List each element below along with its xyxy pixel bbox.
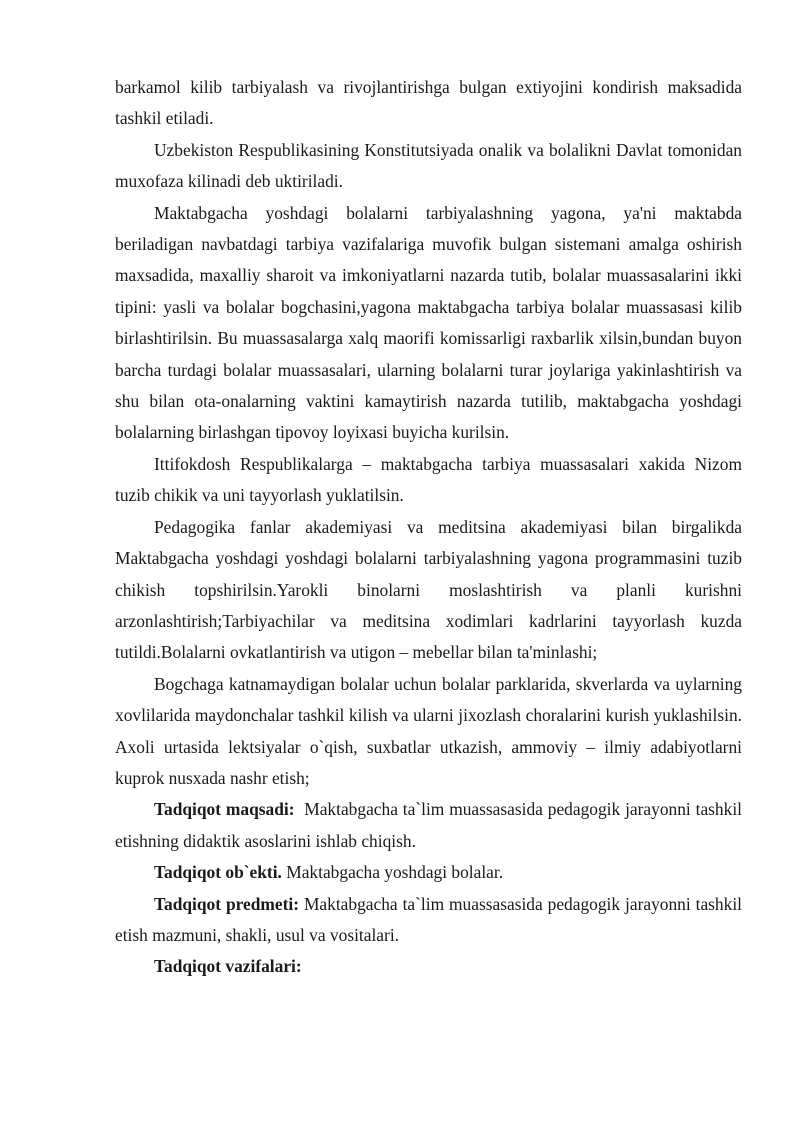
paragraph: Bogchaga katnamaydigan bolalar uchun bolalar parklarida, skverlarda va uylarning xovlilarida maydonchalar tashkil kilish va ularni jixozlash choralarini kurish yuklashilsin. Axoli urtasida lektsiyalar o`qish, suxbatlar utkazish, ammoviy – ilmiy adabiyotlarni kuprok nusxada nashr etish; bbox=[115, 673, 742, 788]
document-page bbox=[115, 72, 747, 983]
paragraph: Ittifokdosh Respublikalarga – maktabgacha tarbiya muassasalari xakida Nizom tuzib chikik va uni tayyorlash yuklatilsin. bbox=[115, 453, 742, 506]
research-goal-label: Tadqiqot maqsadi: bbox=[154, 799, 295, 820]
research-goal-text: Maktabgacha ta`lim muassasasida pedagogik jarayonni tashkil etishning didaktik asoslarini ishlab chiqish. bbox=[115, 799, 747, 851]
paragraph: Pedagogika fanlar akademiyasi va meditsina akademiyasi bilan birgalikda Maktabgacha yoshdagi yoshdagi bolalarni tarbiyalashning yagona programmasini tuzib chikish topshirilsin.Yarokli binolarni moslashtirish va planli kurishni arzonlashtirish;Tarbiyachilar va meditsina xodimlari kadrlarini tayyorlash kuzda tutildi.Bolalarni ovkatlantirish va utigon – mebellar bilan ta'minlashi; bbox=[115, 516, 742, 663]
research-subject-label: Tadqiqot predmeti: bbox=[154, 893, 300, 914]
research-object-text: Maktabgacha yoshdagi bolalar. bbox=[281, 862, 504, 883]
paragraph: Uzbekiston Respublikasining Konstitutsiyada onalik va bolalikni Davlat tomonidan muxofaza kilinadi deb uktiriladi. bbox=[115, 139, 742, 192]
paragraph: barkamol kilib tarbiyalash va rivojlantirishga bulgan extiyojini kondirish maksadida tashkil etiladi. bbox=[115, 77, 742, 129]
research-tasks-label: Tadqiqot vazifalari: bbox=[154, 956, 302, 977]
research-subject-text: Maktabgacha ta`lim muassasasida pedagogik jarayonni tashkil etish mazmuni, shakli, usul va vositalari. bbox=[115, 893, 747, 945]
research-object-paragraph bbox=[115, 857, 742, 888]
paragraph: Maktabgacha yoshdagi bolalarni tarbiyalashning yagona, ya'ni maktabda beriladigan navbatdagi tarbiya vazifalariga muvofik bulgan sistemani amalga oshirish maxsadida, maxalliy sharoit va imkoniyatlarni nazarda tutib, bolalar muassasalarini ikki tipini: yasli va bolalar bogchasini,yagona maktabgacha tarbiya bolalar muassasasi kilib birlashtirilsin. Bu muassasalarga xalq maorifi komissarligi raxbarlik xilsin,bundan buyon barcha turdagi bolalar muassasalari, ularning bolalarni turar joylariga yakinlashtirish va shu bilan ota-onalarning vaktini kamaytirish nazarda tutilib, maktabgacha yoshdagi bolalarning birlashgan tipovoy loyixasi buyicha kurilsin. bbox=[115, 202, 742, 443]
research-tasks-heading bbox=[115, 951, 742, 982]
research-goal-paragraph bbox=[115, 794, 747, 857]
research-subject-paragraph bbox=[115, 889, 747, 952]
research-object-label: Tadqiqot ob`ekti. bbox=[154, 862, 282, 883]
